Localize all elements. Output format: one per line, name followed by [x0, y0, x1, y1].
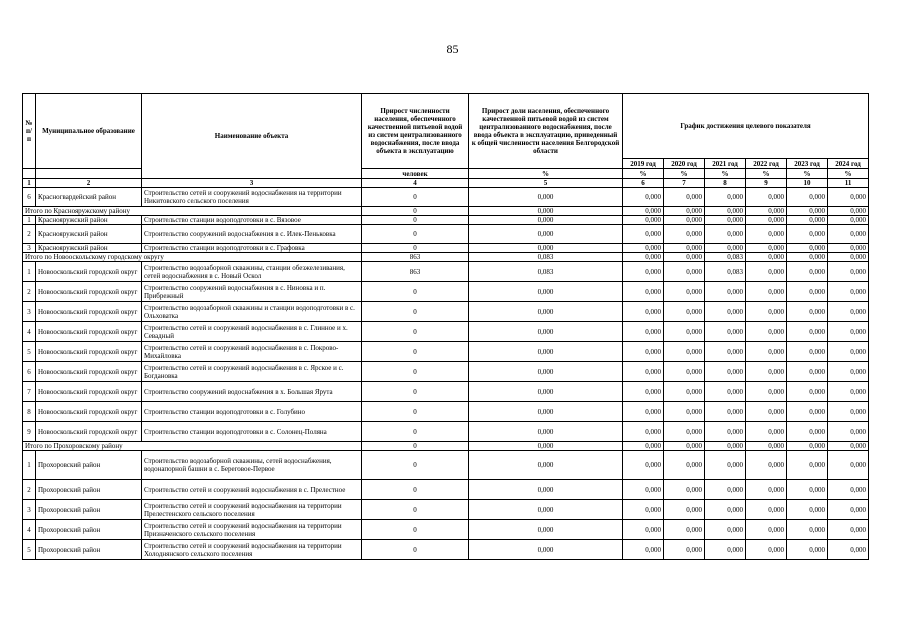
subtotal-row [23, 207, 869, 216]
subtotal-label: Итого по Новооскольскому городскому округу [23, 253, 362, 262]
row-year-value-1: 0,000 [664, 253, 705, 262]
row-year-value-1: 0,000 [664, 520, 705, 540]
row-year-value-4: 0,000 [787, 216, 828, 225]
row-number: 5 [23, 540, 36, 560]
row-year-value-5: 0,000 [828, 422, 869, 442]
row-share-growth: 0,083 [469, 253, 623, 262]
table-row [23, 540, 869, 560]
row-municipality: Прохоровский район [36, 500, 142, 520]
row-object-name: Строительство водозаборной скважины и станции водоподготовки в с. Ольховатка [142, 302, 362, 322]
row-object-name: Строительство сетей и сооружений водоснабжения на территории Холоднянского сельского поселения [142, 540, 362, 560]
row-year-value-3: 0,000 [746, 282, 787, 302]
header-year-2: 2021 год [705, 159, 746, 169]
row-year-value-3: 0,000 [746, 520, 787, 540]
row-object-name: Строительство сетей и сооружений водоснабжения в с. Глинное и х. Севадный [142, 322, 362, 342]
row-year-value-0: 0,000 [623, 188, 664, 207]
row-number: 3 [23, 500, 36, 520]
row-pop-growth: 0 [362, 402, 469, 422]
row-year-value-3: 0,000 [746, 451, 787, 480]
table-header [23, 94, 869, 188]
row-municipality: Прохоровский район [36, 540, 142, 560]
row-share-growth: 0,000 [469, 322, 623, 342]
row-year-value-4: 0,000 [787, 253, 828, 262]
row-share-growth: 0,000 [469, 540, 623, 560]
page-number: 85 [446, 42, 459, 56]
row-year-value-5: 0,000 [828, 382, 869, 402]
table-row [23, 382, 869, 402]
header-year-unit-2: % [705, 169, 746, 179]
row-year-value-4: 0,000 [787, 520, 828, 540]
row-municipality: Краснояружский район [36, 216, 142, 225]
row-object-name: Строительство станции водоподготовки в с. Солонец-Поляна [142, 422, 362, 442]
row-year-value-2: 0,000 [705, 322, 746, 342]
row-object-name: Строительство водозаборной скважины, сетей водоснабжения, водонапорной башни в с. Береговое-Первое [142, 451, 362, 480]
row-pop-growth: 863 [362, 262, 469, 282]
row-year-value-3: 0,000 [746, 362, 787, 382]
row-number: 7 [23, 382, 36, 402]
subtotal-label: Итого по Краснояружскому району [23, 207, 362, 216]
row-municipality: Прохоровский район [36, 520, 142, 540]
row-municipality: Новооскольский городской округ [36, 402, 142, 422]
row-year-value-1: 0,000 [664, 451, 705, 480]
header-object-name: Наименование объекта [142, 94, 362, 179]
row-number: 3 [23, 302, 36, 322]
table-row [23, 451, 869, 480]
row-year-value-3: 0,000 [746, 188, 787, 207]
row-share-growth: 0,083 [469, 262, 623, 282]
row-object-name: Строительство сооружений водоснабжения в х. Большая Ярута [142, 382, 362, 402]
table-row [23, 500, 869, 520]
row-year-value-4: 0,000 [787, 302, 828, 322]
row-year-value-4: 0,000 [787, 342, 828, 362]
row-year-value-4: 0,000 [787, 262, 828, 282]
row-pop-growth: 0 [362, 322, 469, 342]
row-year-value-0: 0,000 [623, 500, 664, 520]
row-pop-growth: 0 [362, 244, 469, 253]
header-year-3: 2022 год [746, 159, 787, 169]
row-share-growth: 0,000 [469, 500, 623, 520]
row-share-growth: 0,000 [469, 480, 623, 500]
row-year-value-1: 0,000 [664, 302, 705, 322]
row-share-growth: 0,000 [469, 207, 623, 216]
row-year-value-2: 0,000 [705, 188, 746, 207]
row-year-value-0: 0,000 [623, 282, 664, 302]
header-year-4: 2023 год [787, 159, 828, 169]
table-row [23, 188, 869, 207]
row-year-value-4: 0,000 [787, 422, 828, 442]
header-year-0: 2019 год [623, 159, 664, 169]
row-pop-growth: 0 [362, 480, 469, 500]
row-number: 4 [23, 520, 36, 540]
header-col-number-0: 1 [23, 179, 36, 188]
row-pop-growth: 0 [362, 362, 469, 382]
row-year-value-2: 0,000 [705, 225, 746, 244]
row-year-value-4: 0,000 [787, 442, 828, 451]
row-year-value-0: 0,000 [623, 362, 664, 382]
table-row [23, 422, 869, 442]
row-year-value-5: 0,000 [828, 225, 869, 244]
row-year-value-1: 0,000 [664, 225, 705, 244]
row-year-value-4: 0,000 [787, 188, 828, 207]
row-year-value-2: 0,000 [705, 302, 746, 322]
row-year-value-5: 0,000 [828, 442, 869, 451]
row-year-value-1: 0,000 [664, 244, 705, 253]
table-row [23, 342, 869, 362]
row-year-value-0: 0,000 [623, 322, 664, 342]
header-municipality: Муниципальное образование [36, 94, 142, 169]
row-municipality: Новооскольский городской округ [36, 342, 142, 362]
row-year-value-5: 0,000 [828, 322, 869, 342]
subtotal-label: Итого по Прохоровскому району [23, 442, 362, 451]
row-year-value-2: 0,000 [705, 244, 746, 253]
row-share-growth: 0,000 [469, 282, 623, 302]
table-row [23, 402, 869, 422]
row-object-name: Строительство сооружений водоснабжения в с. Ниновка и п. Прибрежный [142, 282, 362, 302]
row-object-name: Строительство сооружений водоснабжения в с. Илек-Пеньковка [142, 225, 362, 244]
header-col-number-3: 4 [362, 179, 469, 188]
row-pop-growth: 0 [362, 540, 469, 560]
row-pop-growth: 863 [362, 253, 469, 262]
row-year-value-2: 0,083 [705, 262, 746, 282]
row-year-value-4: 0,000 [787, 207, 828, 216]
row-year-value-1: 0,000 [664, 342, 705, 362]
row-pop-growth: 0 [362, 500, 469, 520]
row-number: 5 [23, 342, 36, 362]
row-number: 1 [23, 262, 36, 282]
row-year-value-1: 0,000 [664, 207, 705, 216]
header-schedule: График достижения целевого показателя [623, 94, 869, 159]
row-share-growth: 0,000 [469, 442, 623, 451]
header-year-5: 2024 год [828, 159, 869, 169]
row-year-value-3: 0,000 [746, 402, 787, 422]
row-year-value-0: 0,000 [623, 253, 664, 262]
row-year-value-1: 0,000 [664, 282, 705, 302]
row-share-growth: 0,000 [469, 422, 623, 442]
row-year-value-0: 0,000 [623, 402, 664, 422]
table-row [23, 216, 869, 225]
header-col-number-7: 8 [705, 179, 746, 188]
row-year-value-0: 0,000 [623, 216, 664, 225]
row-year-value-0: 0,000 [623, 451, 664, 480]
row-year-value-2: 0,000 [705, 382, 746, 402]
row-number: 4 [23, 322, 36, 342]
row-year-value-2: 0,000 [705, 520, 746, 540]
row-number: 6 [23, 362, 36, 382]
header-units-blank-2 [36, 169, 142, 179]
row-year-value-5: 0,000 [828, 402, 869, 422]
row-year-value-0: 0,000 [623, 442, 664, 451]
row-object-name: Строительство станции водоподготовки в с. Графовка [142, 244, 362, 253]
row-year-value-5: 0,000 [828, 500, 869, 520]
row-year-value-3: 0,000 [746, 262, 787, 282]
row-year-value-4: 0,000 [787, 480, 828, 500]
row-municipality: Новооскольский городской округ [36, 362, 142, 382]
header-col-number-5: 6 [623, 179, 664, 188]
row-number: 6 [23, 188, 36, 207]
row-year-value-0: 0,000 [623, 342, 664, 362]
row-year-value-5: 0,000 [828, 480, 869, 500]
header-year-unit-5: % [828, 169, 869, 179]
header-col-number-6: 7 [664, 179, 705, 188]
header-col-number-1: 2 [36, 179, 142, 188]
row-year-value-3: 0,000 [746, 253, 787, 262]
row-municipality: Новооскольский городской округ [36, 382, 142, 402]
row-municipality: Красногвардейский район [36, 188, 142, 207]
row-year-value-0: 0,000 [623, 520, 664, 540]
header-col-number-8: 9 [746, 179, 787, 188]
row-object-name: Строительство сетей и сооружений водоснабжения на территории Призначенского сельского поселения [142, 520, 362, 540]
row-year-value-5: 0,000 [828, 362, 869, 382]
header-col-number-10: 11 [828, 179, 869, 188]
row-pop-growth: 0 [362, 282, 469, 302]
header-col-number-2: 3 [142, 179, 362, 188]
table-row [23, 322, 869, 342]
header-units-blank-1 [23, 169, 36, 179]
header-num: № п/п [23, 94, 36, 169]
row-year-value-1: 0,000 [664, 382, 705, 402]
row-pop-growth: 0 [362, 188, 469, 207]
row-share-growth: 0,000 [469, 402, 623, 422]
row-year-value-5: 0,000 [828, 244, 869, 253]
row-pop-growth: 0 [362, 520, 469, 540]
row-object-name: Строительство станции водоподготовки в с. Голубино [142, 402, 362, 422]
row-year-value-3: 0,000 [746, 225, 787, 244]
row-year-value-0: 0,000 [623, 382, 664, 402]
row-year-value-3: 0,000 [746, 207, 787, 216]
row-year-value-1: 0,000 [664, 322, 705, 342]
row-pop-growth: 0 [362, 382, 469, 402]
header-year-unit-4: % [787, 169, 828, 179]
row-municipality: Новооскольский городской округ [36, 282, 142, 302]
row-year-value-2: 0,000 [705, 402, 746, 422]
row-year-value-2: 0,000 [705, 442, 746, 451]
row-pop-growth: 0 [362, 216, 469, 225]
row-year-value-0: 0,000 [623, 225, 664, 244]
header-col-number-9: 10 [787, 179, 828, 188]
row-year-value-3: 0,000 [746, 500, 787, 520]
row-year-value-5: 0,000 [828, 207, 869, 216]
table-row [23, 302, 869, 322]
row-year-value-4: 0,000 [787, 244, 828, 253]
row-municipality: Прохоровский район [36, 480, 142, 500]
row-municipality: Краснояружский район [36, 244, 142, 253]
row-year-value-5: 0,000 [828, 302, 869, 322]
row-year-value-0: 0,000 [623, 207, 664, 216]
row-year-value-3: 0,000 [746, 422, 787, 442]
subtotal-row [23, 442, 869, 451]
row-share-growth: 0,000 [469, 225, 623, 244]
row-year-value-5: 0,000 [828, 342, 869, 362]
row-number: 2 [23, 282, 36, 302]
row-municipality: Прохоровский район [36, 451, 142, 480]
row-municipality: Новооскольский городской округ [36, 262, 142, 282]
row-year-value-5: 0,000 [828, 520, 869, 540]
row-year-value-2: 0,000 [705, 342, 746, 362]
row-object-name: Строительство водозаборной скважины, станции обезжелезивания, сетей водоснабжения в с. Новый Оскол [142, 262, 362, 282]
row-year-value-1: 0,000 [664, 216, 705, 225]
row-year-value-2: 0,000 [705, 207, 746, 216]
row-year-value-0: 0,000 [623, 480, 664, 500]
row-year-value-4: 0,000 [787, 500, 828, 520]
row-year-value-3: 0,000 [746, 216, 787, 225]
row-year-value-2: 0,000 [705, 480, 746, 500]
row-year-value-1: 0,000 [664, 442, 705, 451]
row-municipality: Новооскольский городской округ [36, 322, 142, 342]
row-year-value-4: 0,000 [787, 382, 828, 402]
row-object-name: Строительство сетей и сооружений водоснабжения на территории Прелестенского сельского поселения [142, 500, 362, 520]
row-year-value-4: 0,000 [787, 402, 828, 422]
table-row [23, 480, 869, 500]
row-year-value-3: 0,000 [746, 442, 787, 451]
header-share-growth: Прирост доли населения, обеспеченного качественной питьевой водой из систем централизованного водоснабжения, после ввода объекта в эксплуатацию, приведенный к общей численности населения Белгородской области [469, 94, 623, 169]
table-row [23, 282, 869, 302]
row-pop-growth: 0 [362, 451, 469, 480]
row-year-value-2: 0,000 [705, 451, 746, 480]
row-year-value-5: 0,000 [828, 451, 869, 480]
table-row [23, 520, 869, 540]
row-year-value-5: 0,000 [828, 253, 869, 262]
row-year-value-2: 0,000 [705, 540, 746, 560]
header-col-number-4: 5 [469, 179, 623, 188]
row-year-value-2: 0,000 [705, 362, 746, 382]
row-year-value-2: 0,000 [705, 500, 746, 520]
row-municipality: Краснояружский район [36, 225, 142, 244]
row-number: 1 [23, 216, 36, 225]
row-share-growth: 0,000 [469, 216, 623, 225]
row-year-value-0: 0,000 [623, 302, 664, 322]
row-year-value-1: 0,000 [664, 422, 705, 442]
row-share-growth: 0,000 [469, 188, 623, 207]
row-year-value-2: 0,000 [705, 216, 746, 225]
row-year-value-5: 0,000 [828, 540, 869, 560]
row-share-growth: 0,000 [469, 302, 623, 322]
row-year-value-5: 0,000 [828, 282, 869, 302]
table-row [23, 362, 869, 382]
row-share-growth: 0,000 [469, 244, 623, 253]
header-year-unit-1: % [664, 169, 705, 179]
row-year-value-1: 0,000 [664, 188, 705, 207]
row-number: 2 [23, 480, 36, 500]
row-year-value-1: 0,000 [664, 262, 705, 282]
table-body [23, 188, 869, 560]
row-year-value-5: 0,000 [828, 188, 869, 207]
target-indicators-table [22, 93, 869, 560]
row-year-value-1: 0,000 [664, 402, 705, 422]
row-year-value-2: 0,000 [705, 422, 746, 442]
row-pop-growth: 0 [362, 207, 469, 216]
row-share-growth: 0,000 [469, 362, 623, 382]
table-row [23, 225, 869, 244]
row-object-name: Строительство сетей и сооружений водоснабжения в с. Покрово-Михайловка [142, 342, 362, 362]
header-unit-pct: % [469, 169, 623, 179]
row-municipality: Новооскольский городской округ [36, 422, 142, 442]
row-year-value-3: 0,000 [746, 540, 787, 560]
row-year-value-0: 0,000 [623, 422, 664, 442]
row-object-name: Строительство сетей и сооружений водоснабжения на территории Никитовского сельского поселения [142, 188, 362, 207]
row-object-name: Строительство сетей и сооружений водоснабжения в с. Прелестное [142, 480, 362, 500]
row-municipality: Новооскольский городской округ [36, 302, 142, 322]
row-year-value-4: 0,000 [787, 451, 828, 480]
row-number: 1 [23, 451, 36, 480]
row-year-value-0: 0,000 [623, 244, 664, 253]
row-year-value-2: 0,000 [705, 282, 746, 302]
row-year-value-0: 0,000 [623, 262, 664, 282]
header-year-unit-0: % [623, 169, 664, 179]
row-year-value-5: 0,000 [828, 216, 869, 225]
header-pop-growth: Прирост численности населения, обеспеченного качественной питьевой водой из систем централизованного водоснабжения, после ввода объекта в эксплуатацию [362, 94, 469, 169]
row-share-growth: 0,000 [469, 342, 623, 362]
row-number: 9 [23, 422, 36, 442]
header-year-unit-3: % [746, 169, 787, 179]
row-year-value-3: 0,000 [746, 244, 787, 253]
row-year-value-4: 0,000 [787, 540, 828, 560]
row-object-name: Строительство станции водоподготовки в с. Вязовое [142, 216, 362, 225]
table-row [23, 244, 869, 253]
row-object-name: Строительство сетей и сооружений водоснабжения в с. Ярское и с. Богдановка [142, 362, 362, 382]
row-year-value-5: 0,000 [828, 262, 869, 282]
row-pop-growth: 0 [362, 302, 469, 322]
row-number: 2 [23, 225, 36, 244]
row-year-value-1: 0,000 [664, 480, 705, 500]
row-year-value-3: 0,000 [746, 342, 787, 362]
table-row [23, 262, 869, 282]
row-year-value-1: 0,000 [664, 362, 705, 382]
row-year-value-4: 0,000 [787, 225, 828, 244]
row-year-value-4: 0,000 [787, 322, 828, 342]
row-number: 3 [23, 244, 36, 253]
row-year-value-3: 0,000 [746, 382, 787, 402]
subtotal-row [23, 253, 869, 262]
row-year-value-4: 0,000 [787, 362, 828, 382]
row-share-growth: 0,000 [469, 382, 623, 402]
row-year-value-3: 0,000 [746, 322, 787, 342]
row-year-value-2: 0,083 [705, 253, 746, 262]
row-year-value-4: 0,000 [787, 282, 828, 302]
row-number: 8 [23, 402, 36, 422]
row-share-growth: 0,000 [469, 520, 623, 540]
row-year-value-1: 0,000 [664, 500, 705, 520]
header-unit-people: человек [362, 169, 469, 179]
header-year-1: 2020 год [664, 159, 705, 169]
row-year-value-3: 0,000 [746, 480, 787, 500]
row-pop-growth: 0 [362, 342, 469, 362]
row-year-value-0: 0,000 [623, 540, 664, 560]
row-pop-growth: 0 [362, 442, 469, 451]
row-share-growth: 0,000 [469, 451, 623, 480]
row-pop-growth: 0 [362, 225, 469, 244]
row-year-value-3: 0,000 [746, 302, 787, 322]
row-pop-growth: 0 [362, 422, 469, 442]
row-year-value-1: 0,000 [664, 540, 705, 560]
